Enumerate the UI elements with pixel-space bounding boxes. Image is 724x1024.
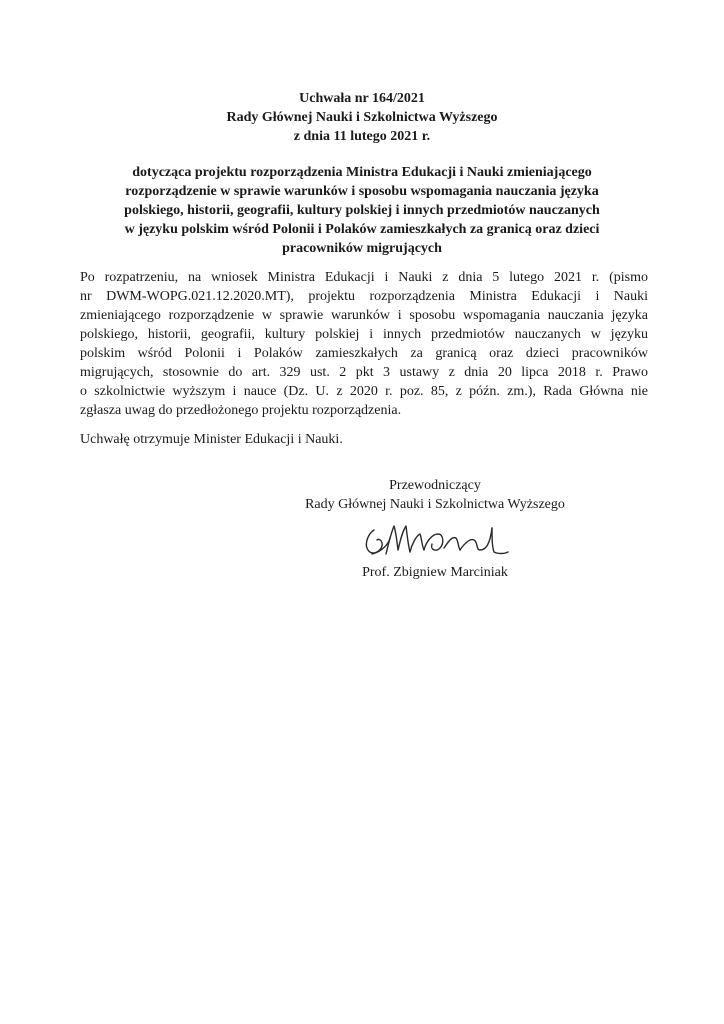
subject-line: pracowników migrujących: [282, 241, 442, 256]
resolution-subject: [100, 163, 624, 258]
resolution-header: [0, 89, 724, 146]
subject-line: rozporządzenie w sprawie warunków i sposobu wspomagania nauczania języka: [125, 184, 599, 199]
body-line: polskim wśród Polonii i Polaków zamieszkałych za granicą oraz dzieci pracowników: [80, 346, 648, 361]
body-line: zmieniającego rozporządzenie w sprawie warunków i sposobu wspomagania nauczania języka: [80, 308, 648, 323]
subject-line: w języku polskim wśród Polonii i Polaków zamieszkałych za granicą oraz dzieci: [124, 222, 600, 237]
body-line: nr DWM-WOPG.021.12.2020.MT), projektu rozporządzenia Ministra Edukacji i Nauki: [80, 289, 648, 304]
body-line: migrujących, stosownie do art. 329 ust. 2 pkt 3 ustawy z dnia 20 lipca 2018 r. Prawo: [80, 365, 648, 380]
handwritten-signature: [360, 516, 510, 560]
resolution-date: z dnia 11 lutego 2021 r.: [293, 129, 431, 144]
signature-block: [280, 476, 590, 514]
resolution-body: [80, 268, 648, 420]
body-line: o szkolnictwie wyższym i nauce (Dz. U. z 2020 r. poz. 85, z późn. zm.), Rada Główna nie: [80, 384, 648, 399]
subject-line: dotycząca projektu rozporządzenia Ministra Edukacji i Nauki zmieniającego: [132, 165, 592, 180]
body-line: polskiego, historii, geografii, kultury polskiej i innych przedmiotów nauczanych w języku: [80, 327, 648, 342]
signer-organization: Rady Głównej Nauki i Szkolnictwa Wyższego: [305, 497, 565, 512]
body-line: zgłasza uwag do przedłożonego projektu rozporządzenia.: [80, 403, 402, 418]
resolution-number: Uchwała nr 164/2021: [299, 91, 425, 106]
subject-line: polskiego, historii, geografii, kultury polskiej i innych przedmiotów nauczanych: [124, 203, 600, 218]
body-line: Po rozpatrzeniu, na wniosek Ministra Edukacji i Nauki z dnia 5 lutego 2021 r. (pismo: [80, 270, 648, 285]
signer-name: Prof. Zbigniew Marciniak: [362, 565, 508, 580]
recipient-note: Uchwałę otrzymuje Minister Edukacji i Nauki.: [80, 432, 343, 447]
issuing-body: Rady Głównej Nauki i Szkolnictwa Wyższego: [226, 110, 498, 125]
signer-title: Przewodniczący: [389, 478, 481, 493]
